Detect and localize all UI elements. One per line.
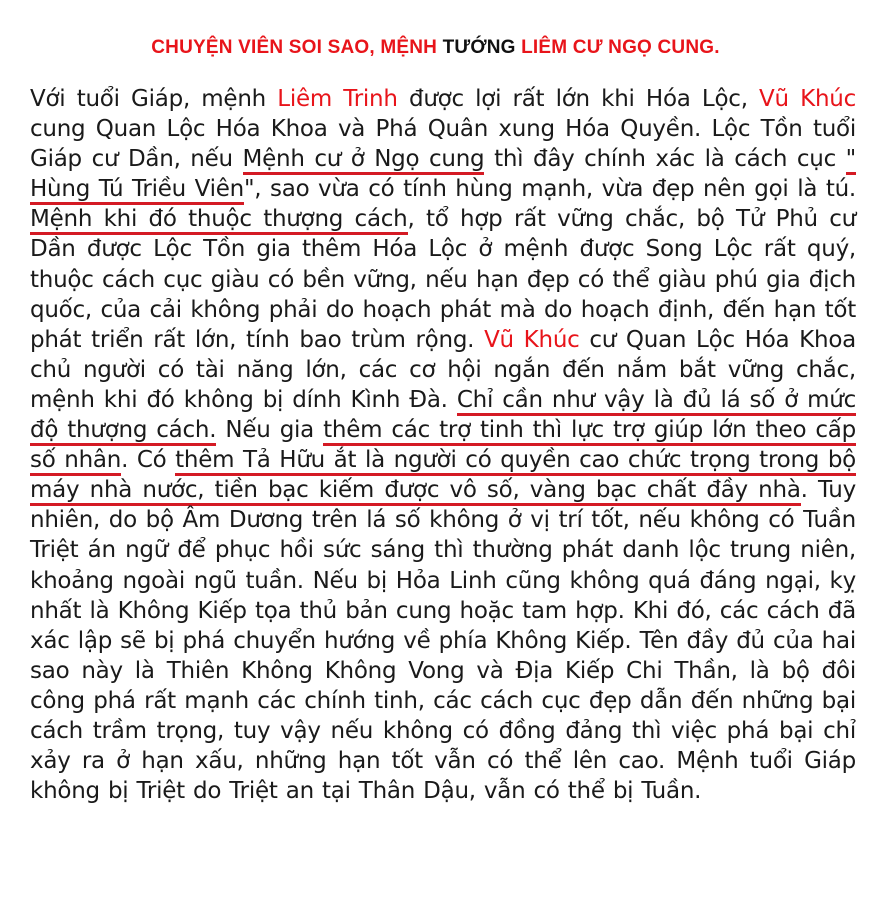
highlight-vu-khuc: Vũ Khúc [759, 86, 856, 112]
underlined-phrase: " Hùng Tú Triều Viên [30, 146, 856, 205]
highlight-vu-khuc: Vũ Khúc [484, 326, 580, 353]
underlined-phrase: thêm các trợ tinh thì lực trợ giúp lớn theo cấp số nhân [30, 417, 856, 476]
text-segment: cư Quan Lộc Hóa Khoa chủ người có tài năng lớn, các cơ hội ngắn đến nắm bắt vững chắc, mệnh khi đó không bị dính Kình Đà. [30, 326, 856, 413]
title-red-part-2: LIÊM CƯ NGỌ CUNG. [515, 37, 720, 58]
text-segment: , tổ hợp rất vững chắc, bộ Tử Phủ cư Dần được Lộc Tồn gia thêm Hóa Lộc ở mệnh được Song Lộc rất quý, thuộc cách cục giàu có bền vững, nếu hạn đẹp có thể giàu phú gia địch quốc, của cải không phải do hoạch phát mà do hoạch định, đến hạn tốt phát triển rất lớn, tính bao trùm rộng. [30, 206, 857, 353]
text-segment: . Có [121, 447, 176, 474]
article-title [0, 37, 871, 59]
text-segment: thì đây chính xác là cách cục [484, 146, 846, 173]
underlined-phrase: Chỉ cần như vậy là đủ lá số ở mức độ thượng cách. [30, 387, 856, 446]
text-segment: . Tuy nhiên, do bộ Âm Dương trên lá số không ở vị trí tốt, nếu không có Tuần Triệt án ngữ để phục hồi sức sáng thì thường phát danh lộc trung niên, khoảng ngoài ngũ tuần. Nếu bị Hỏa Linh cũng không quá đáng ngại, kỵ nhất là Không Kiếp tọa thủ bản cung hoặc tam hợp. Khi đó, các cách đã xác lập sẽ bị phá chuyển hướng về phía Không Kiếp. Tên đầy đủ của hai sao này là Thiên Không Không Vong và Địa Kiếp Chi Thần, là bộ đôi công phá rất mạnh các chính tinh, các cách cục đẹp dẫn đến những bại cách trầm trọng, tuy vậy nếu không có đồng đảng thì việc phá bại chỉ xảy ra ở hạn xấu, những hạn tốt vẫn có thể lên cao. Mệnh tuổi Giáp không bị Triệt do Triệt an tại Thân Dậu, vẫn có thể bị Tuần. [30, 477, 856, 805]
text-segment: ", sao vừa có tính hùng mạnh, vừa đẹp nên gọi là tú. [243, 176, 856, 203]
highlight-liem-trinh: Liêm Trinh [277, 86, 398, 112]
underlined-phrase: Mệnh cư ở Ngọ cung [243, 146, 485, 175]
underlined-phrase: Mệnh khi đó thuộc thượng cách [30, 206, 408, 235]
underlined-phrase: thêm Tả Hữu ắt là người có quyền cao chức trọng trong bộ máy nhà nước, tiền bạc kiếm được vô số, vàng bạc chất đầy nhà [30, 447, 856, 506]
text-segment: được lợi rất lớn khi Hóa Lộc, [397, 86, 760, 112]
text-segment: cung Quan Lộc Hóa Khoa và Phá Quân xung Hóa Quyền. Lộc Tồn tuổi Giáp cư Dần, nếu [30, 116, 856, 173]
text-segment: Nếu gia [216, 417, 324, 444]
title-black-word: TƯỚNG [442, 37, 516, 58]
article-paragraph [30, 84, 856, 806]
text-segment: Với tuổi Giáp, mệnh [30, 86, 278, 112]
title-red-part-1: CHUYỆN VIÊN SOI SAO, MỆNH [151, 37, 443, 58]
